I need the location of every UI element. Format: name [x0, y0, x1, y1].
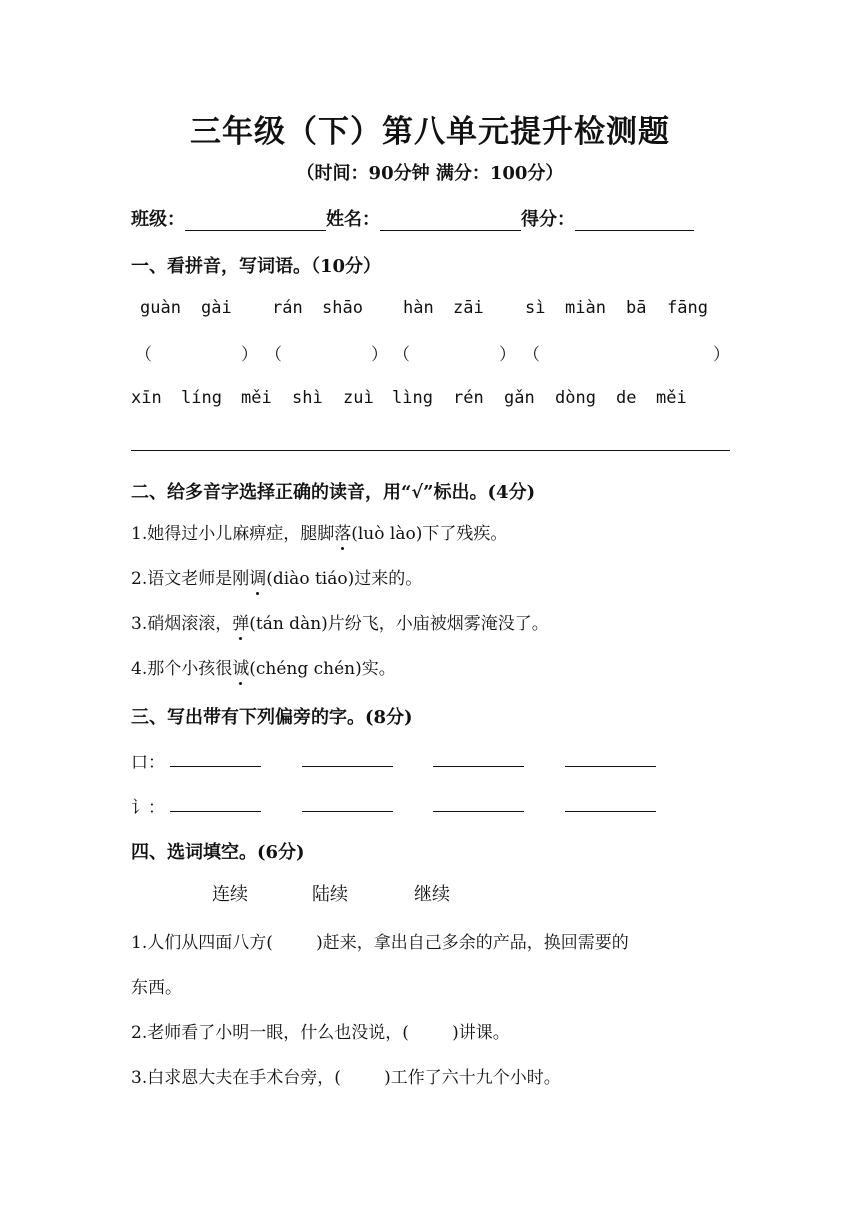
pinyin: gǎn — [504, 388, 535, 408]
pinyin: hàn — [403, 298, 434, 318]
paren-close: ） — [241, 345, 258, 365]
pinyin: fāng — [667, 298, 708, 318]
radical-blank[interactable] — [170, 793, 261, 812]
polyphone-item-1 — [131, 519, 507, 544]
section1-heading: 一、看拼音，写词语。（10分） — [131, 256, 382, 277]
section3-heading: 三、写出带有下列偏旁的字。(8分) — [131, 707, 413, 728]
pinyin: rán — [272, 298, 303, 318]
dotted-char: 弹 — [232, 609, 249, 634]
item-text: 3.硝烟滚滚， — [131, 614, 233, 634]
radical-row-kou — [131, 748, 731, 774]
answer-parens-row[interactable] — [131, 340, 731, 364]
section4-heading: 四、选词填空。(6分) — [131, 842, 305, 863]
paren-close: ） — [499, 345, 516, 365]
pinyin: zāi — [453, 298, 484, 318]
word-option: 连续 — [212, 884, 248, 905]
pinyin: de — [616, 388, 637, 408]
radical-row-yan — [131, 793, 731, 819]
pinyin: dòng — [555, 388, 596, 408]
pinyin-row-1 — [131, 298, 731, 322]
item-text: 2.语文老师是刚 — [131, 569, 250, 589]
paren-open: （ — [523, 345, 540, 365]
pinyin: guàn — [140, 298, 181, 318]
radical-blank[interactable] — [565, 748, 656, 767]
name-label: 姓名： — [326, 209, 380, 230]
pinyin: měi — [656, 388, 687, 408]
page-title: 三年级（下）第八单元提升检测题 — [190, 114, 670, 150]
pinyin: shāo — [322, 298, 363, 318]
radical-blank[interactable] — [433, 793, 524, 812]
pinyin-row-2 — [131, 388, 731, 412]
word-option: 陆续 — [312, 884, 348, 905]
pinyin: rén — [453, 388, 484, 408]
fill-item-1[interactable]: 1.人们从四面八方( )赶来，拿出自己多余的产品，换回需要的 — [131, 933, 629, 953]
student-info-row — [131, 205, 694, 231]
paren-close: ） — [371, 345, 388, 365]
radical-label: 讠： — [131, 798, 165, 818]
pinyin: sì — [525, 298, 546, 318]
pinyin: zuì — [343, 388, 374, 408]
dotted-char: 落 — [334, 519, 351, 544]
paren-close: ） — [713, 345, 730, 365]
radical-blank[interactable] — [302, 793, 393, 812]
exam-meta: （时间：90分钟 满分：100分） — [296, 163, 564, 184]
score-label: 得分： — [521, 209, 575, 230]
dotted-char: 调 — [249, 564, 266, 589]
fill-item-1-cont: 东西。 — [131, 978, 182, 998]
item-text: 1.她得过小儿麻痹症，腿脚 — [131, 524, 335, 544]
pinyin-options[interactable]: (luò lào)下了残疾。 — [351, 524, 508, 544]
radical-blank[interactable] — [433, 748, 524, 767]
fill-item-2[interactable]: 2.老师看了小明一眼，什么也没说，( )讲课。 — [131, 1023, 510, 1043]
pinyin-options[interactable]: (chéng chén)实。 — [249, 659, 396, 679]
paren-open: （ — [135, 345, 152, 365]
pinyin: bā — [626, 298, 647, 318]
dotted-char: 诚 — [232, 654, 249, 679]
radical-blank[interactable] — [170, 748, 261, 767]
radical-blank[interactable] — [565, 793, 656, 812]
pinyin: lìng — [392, 388, 433, 408]
pinyin: shì — [292, 388, 323, 408]
score-blank[interactable] — [575, 210, 694, 231]
pinyin: gài — [201, 298, 232, 318]
polyphone-item-3 — [131, 609, 549, 634]
pinyin-options[interactable]: (diào tiáo)过来的。 — [266, 569, 423, 589]
class-blank[interactable] — [185, 210, 326, 231]
answer-line[interactable] — [131, 450, 730, 451]
word-option: 继续 — [414, 884, 450, 905]
class-label: 班级： — [131, 209, 185, 230]
polyphone-item-4 — [131, 654, 396, 679]
paren-open: （ — [393, 345, 410, 365]
pinyin: měi — [241, 388, 272, 408]
radical-blank[interactable] — [302, 748, 393, 767]
pinyin-options[interactable]: (tán dàn)片纷飞，小庙被烟雾淹没了。 — [249, 614, 549, 634]
pinyin: miàn — [565, 298, 606, 318]
fill-item-3[interactable]: 3.白求恩大夫在手术台旁，( )工作了六十九个小时。 — [131, 1068, 561, 1088]
polyphone-item-2 — [131, 564, 422, 589]
paren-open: （ — [265, 345, 282, 365]
pinyin: líng — [181, 388, 222, 408]
section2-heading: 二、给多音字选择正确的读音，用“√”标出。(4分) — [131, 482, 536, 503]
name-blank[interactable] — [380, 210, 521, 231]
item-text: 4.那个小孩很 — [131, 659, 233, 679]
radical-label: 口： — [131, 753, 165, 773]
pinyin: xīn — [131, 388, 162, 408]
